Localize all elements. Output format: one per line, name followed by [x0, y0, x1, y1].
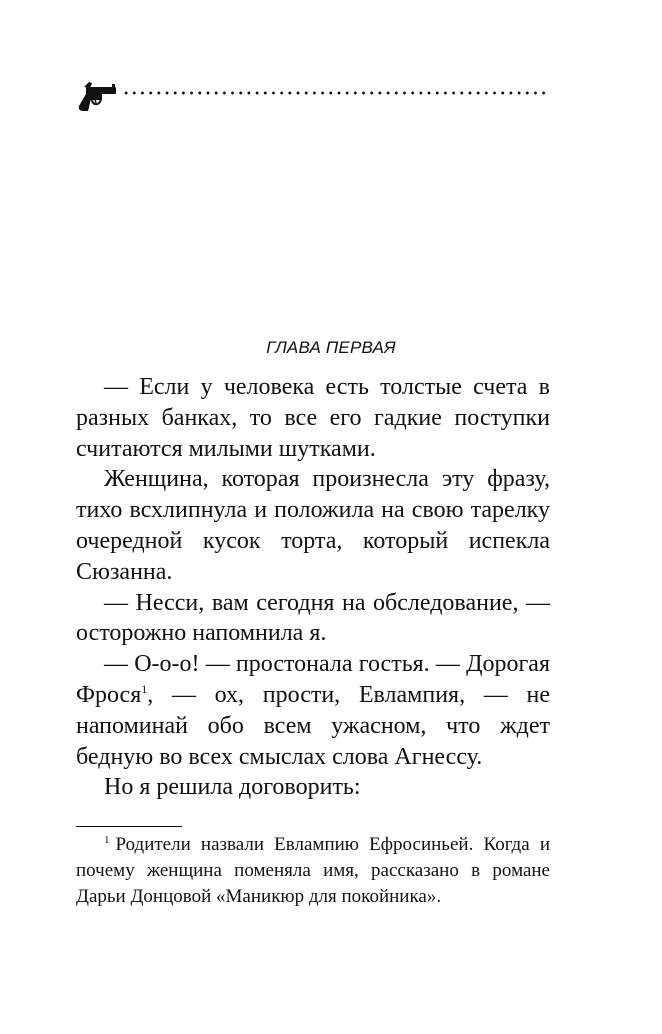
body-text — [76, 372, 550, 803]
footnote-divider — [76, 826, 182, 827]
paragraph-4-after: , — ох, прости, Евлампия, — не напоминай обо всем ужасном, что ждет бедную во всех смыслах слова Агнессу. — [76, 681, 550, 770]
paragraph-2: Женщина, которая произнесла эту фразу, тихо всхлипнула и положила на свою тарелку очередной кусок торта, который испекла Сюзанна. — [76, 466, 550, 585]
footnote — [76, 832, 550, 910]
revolver-icon — [76, 78, 120, 114]
paragraph-1: — Если у человека есть толстые счета в разных банках, то все его гадкие поступки считаются милыми шутками. — [76, 374, 550, 462]
paragraph-4 — [76, 649, 550, 772]
footnote-text: Родители назвали Евлампию Ефросиньей. Когда и почему женщина поменяла имя, рассказано в романе Дарьи Донцовой «Маникюр для покойника». — [76, 834, 550, 907]
paragraph-3: — Несси, вам сегодня на обследование, — осторожно напомнила я. — [76, 589, 550, 647]
paragraph-5: Но я решила договорить: — [104, 774, 361, 801]
paragraph-4-before: — О-о-о! — простонала гостья. — Дорогая Фрося — [76, 651, 550, 708]
dotted-rule — [122, 91, 550, 95]
footnote-reference[interactable]: 1 — [141, 681, 148, 696]
footnote-number: 1 — [104, 833, 110, 846]
page-header — [76, 78, 550, 114]
chapter-title: ГЛАВА ПЕРВАЯ — [266, 338, 396, 357]
